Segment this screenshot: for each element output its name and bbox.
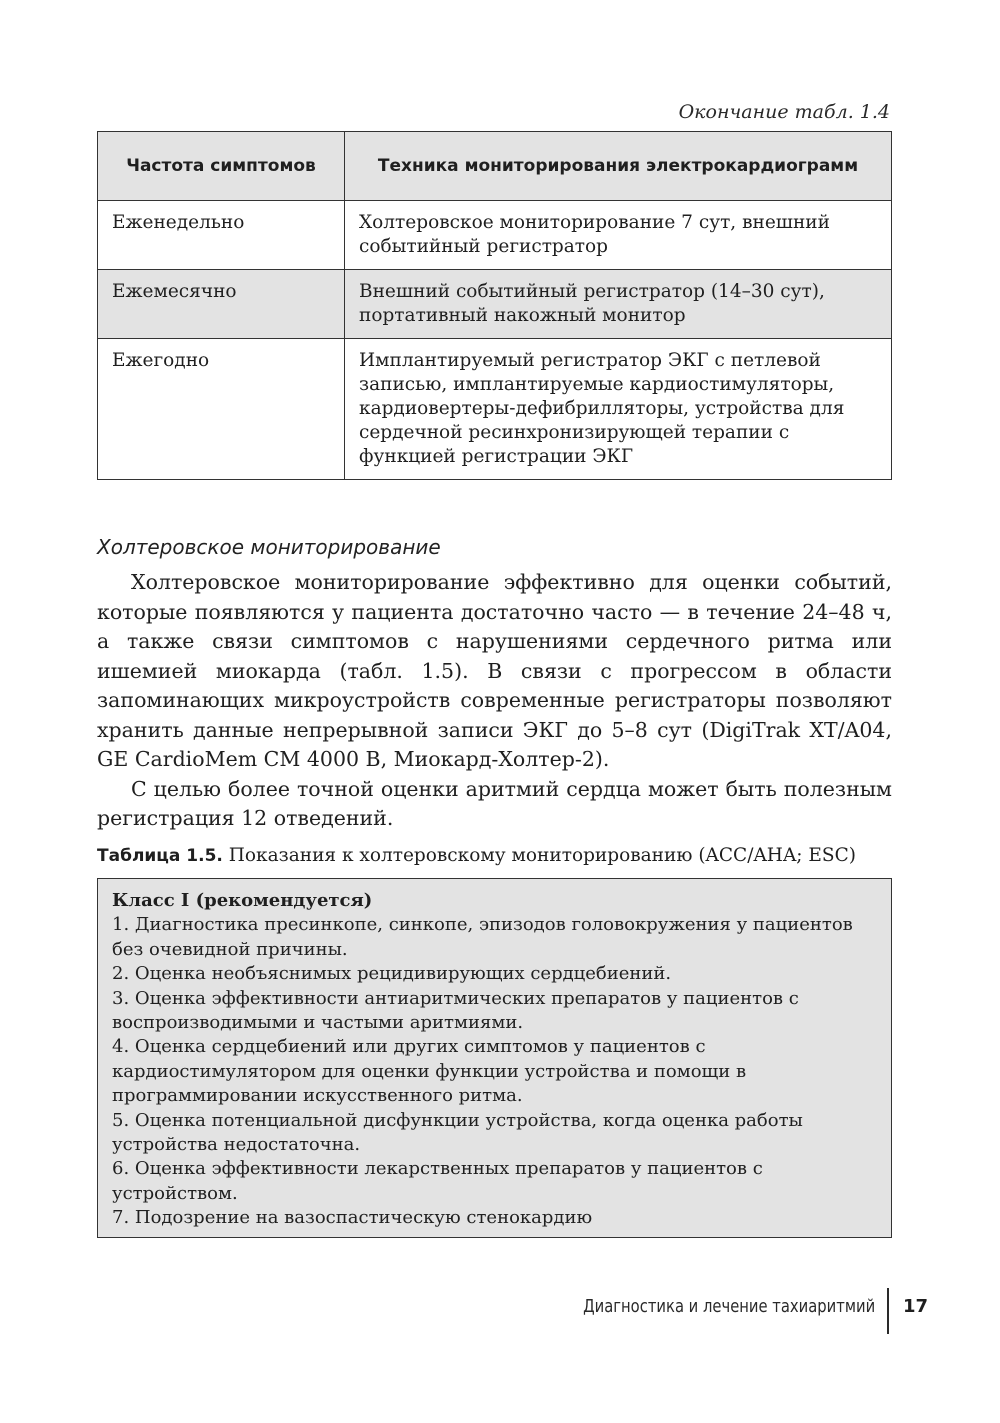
- table-row: [98, 339, 892, 480]
- table-number: Таблица 1.5.: [97, 846, 223, 866]
- table-caption-text: Показания к холтеровскому мониторированию (ACC/AHA; ESC): [228, 845, 856, 866]
- paragraph: С целью более точной оценки аритмий сердца может быть полезным регистрация 12 отведений.: [97, 776, 892, 830]
- list-item: 6. Оценка эффективности лекарственных препаратов у пациентов с устройством.: [112, 1158, 763, 1204]
- running-title: Диагностика и лечение тахиаритмий: [582, 1296, 875, 1317]
- table-1-5-caption: [97, 845, 897, 866]
- cell-technique: Холтеровское мониторирование 7 сут, внешний событийный регистратор: [345, 201, 892, 270]
- cell-frequency: Ежегодно: [98, 339, 345, 480]
- table-row: [98, 270, 892, 339]
- table-continuation-label: Окончание табл. 1.4: [678, 101, 890, 123]
- list-item: 5. Оценка потенциальной дисфункции устройства, когда оценка работы устройства недостаточна.: [112, 1109, 803, 1156]
- column-header-frequency: Частота симптомов: [98, 132, 345, 201]
- table-1-5-box: [97, 878, 892, 1238]
- class-header: Класс I (рекомендуется): [112, 890, 373, 911]
- table-row: [98, 201, 892, 270]
- footer-divider: [887, 1288, 889, 1334]
- cell-frequency: Ежемесячно: [98, 270, 345, 339]
- paragraph: Холтеровское мониторирование эффективно для оценки событий, которые появляются у пациента достаточно часто — в течение 24–48 ч, а также связи симптомов с нарушениями сердечного ритма или ишемией миокарда (табл. 1.5). В связи с прогрессом в области запоминающих микроустройств современные регистраторы позволяют хранить данные непрерывной записи ЭКГ до 5–8 сут (DigiTrak XT/A04, GE CardioMem CM 4000 B, Миокард-Холтер-2).: [97, 570, 892, 771]
- list-item: 4. Оценка сердцебиений или других симптомов у пациентов с кардиостимулятором для оценки функции устройства и помощи в программировании искусственного ритма.: [112, 1036, 747, 1107]
- section-title: Холтеровское мониторирование: [97, 535, 441, 559]
- cell-technique: Внешний событийный регистратор (14–30 сут), портативный накожный монитор: [345, 270, 892, 339]
- list-item: 7. Подозрение на вазоспастическую стенокардию: [112, 1207, 593, 1229]
- page-number: 17: [903, 1296, 929, 1317]
- cell-frequency: Еженедельно: [98, 201, 345, 270]
- list-item: 1. Диагностика пресинкопе, синкопе, эпизодов головокружения у пациентов без очевидной причины.: [112, 914, 853, 960]
- table-header-row: [98, 132, 892, 201]
- list-item: 2. Оценка необъяснимых рецидивирующих сердцебиений.: [112, 963, 672, 985]
- cell-technique: Имплантируемый регистратор ЭКГ с петлевой записью, имплантируемые кардиостимуляторы, кардиовертеры-дефибрилляторы, устройства для сердечной ресинхронизирующей терапии с функцией регистрации ЭКГ: [345, 339, 892, 480]
- list-item: 3. Оценка эффективности антиаритмических препаратов у пациентов с воспроизводимыми и частыми аритмиями.: [112, 987, 799, 1034]
- table-1-4: [97, 131, 892, 480]
- body-text: [97, 568, 892, 834]
- column-header-technique: Техника мониторирования электрокардиограмм: [345, 132, 892, 201]
